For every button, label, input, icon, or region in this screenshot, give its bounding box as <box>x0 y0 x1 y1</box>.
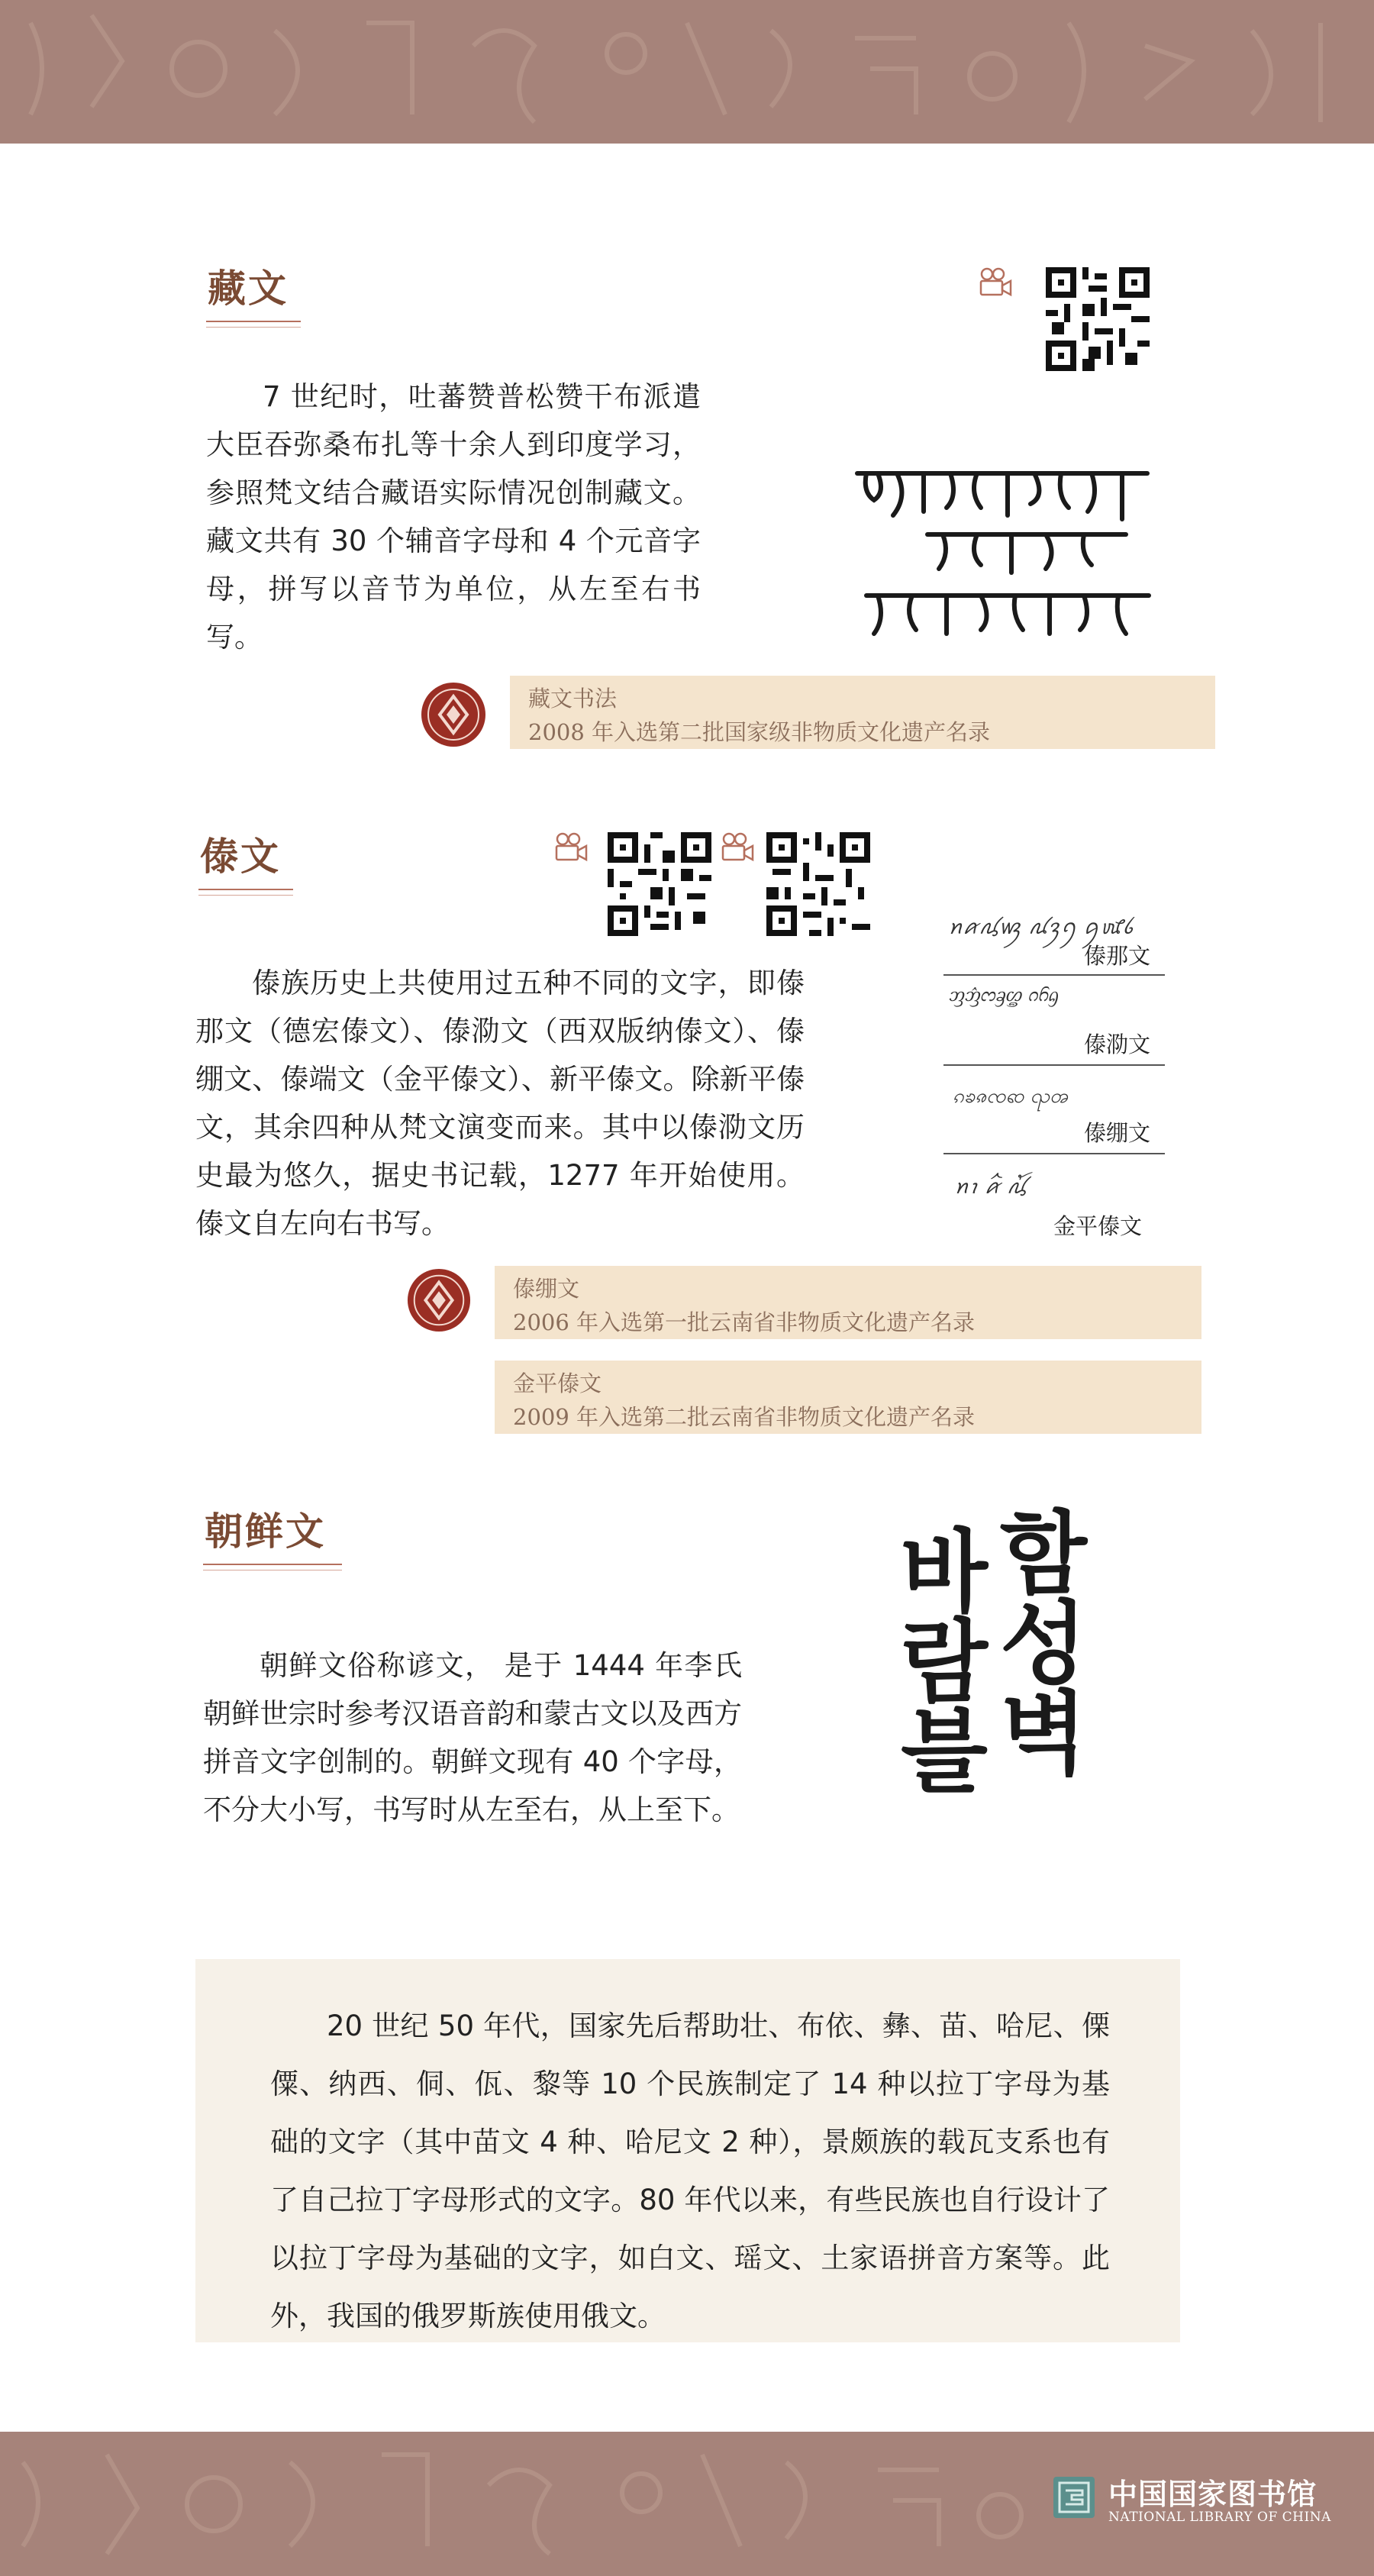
dai-title-underline <box>198 889 293 890</box>
korean-calligraphy-right-column: 함성벽 <box>1000 1500 1087 1787</box>
summary-text: 20 世纪 50 年代，国家先后帮助壮、布依、彝、苗、哈尼、傈僳、纳西、侗、佤、黎等 10 个民族制定了 14 种以拉丁字母为基础的文字（其中苗文 4 种、哈尼文 2 种），景颇族的载瓦支系也有了自己拉丁字母形式的文字。80 年代以来，有些民族也自行设计了以拉丁字母为基础的文字，如白文、瑶文、土家语拼音方案等。此外，我国的俄罗斯族使用俄文。 <box>270 2009 1110 2332</box>
dai-peng-sample: ၵၶၷၸၹ ၺၻ <box>953 1085 1068 1108</box>
dai-script-label: 傣那文 <box>1084 943 1151 969</box>
tibetan-calligraphy-image <box>851 458 1156 641</box>
library-name-cn: 中国国家图书馆 <box>1108 2477 1318 2511</box>
heritage-badge-icon <box>420 681 487 748</box>
dai-peng-heritage-notice <box>495 1266 1201 1339</box>
tibetan-title-underline-2 <box>206 327 301 328</box>
notice-title: 傣绷文 <box>513 1276 580 1302</box>
notice-desc: 2009 年入选第二批云南省非物质文化遗产名录 <box>513 1404 976 1430</box>
dai-lue-sample: ᦀᦁᦂᦃᦄ ᦅᦆᦇ <box>948 983 1058 1006</box>
qr-code-icon[interactable] <box>608 832 711 936</box>
dai-title-underline-2 <box>198 895 293 896</box>
notice-title: 金平傣文 <box>513 1370 602 1396</box>
tibetan-title-underline <box>206 321 301 322</box>
tibetan-body-text: 7 世纪时，吐蕃赞普松赞干布派遣大臣吞弥桑布扎等十余人到印度学习，参照梵文结合藏语实际情况创制藏文。藏文共有 30 个辅音字母和 4 个元音字母，拼写以音节为单位，从左至右书写。 <box>206 380 701 654</box>
dai-script-label: 傣绷文 <box>1084 1120 1151 1146</box>
dai-jinping-sample: ꪀꪱ ꪁꪲ ꪂꪳ <box>954 1176 1027 1199</box>
notice-desc: 2006 年入选第一批云南省非物质文化遗产名录 <box>513 1309 976 1335</box>
qr-code-icon[interactable] <box>1046 267 1150 371</box>
korean-body-text: 朝鲜文俗称谚文， 是于 1444 年李氏朝鲜世宗时参考汉语音韵和蒙古文以及西方拼音文字创制的。朝鲜文现有 40 个字母，不分大小写，书写时从左至右，从上至下。 <box>203 1649 742 1826</box>
korean-calligraphy-left-column: 바람블 <box>901 1519 988 1805</box>
dai-divider <box>943 1153 1165 1154</box>
notice-desc: 2008 年入选第二批国家级非物质文化遗产名录 <box>528 719 991 745</box>
heritage-badge-icon <box>406 1267 472 1333</box>
dai-script-label: 傣泐文 <box>1084 1031 1151 1057</box>
dai-na-sample: ꪀꪁꪂꪃ ꪄꪅꪆ ꪇꪈꪉ <box>948 916 1134 939</box>
dai-script-label: 金平傣文 <box>1053 1213 1143 1239</box>
summary-box <box>195 1959 1180 2342</box>
video-camera-icon[interactable] <box>721 832 756 864</box>
dai-divider <box>943 974 1165 976</box>
dai-divider <box>943 1064 1165 1066</box>
library-logo-icon <box>1052 2475 1096 2520</box>
dai-section-title: 傣文 <box>200 834 281 879</box>
top-decorative-band <box>0 0 1374 144</box>
video-camera-icon[interactable] <box>979 267 1014 299</box>
korean-section-title: 朝鲜文 <box>205 1509 326 1554</box>
tibetan-heritage-notice <box>510 676 1215 749</box>
korean-title-underline <box>203 1564 342 1565</box>
video-camera-icon[interactable] <box>554 832 589 864</box>
library-name-en: NATIONAL LIBRARY OF CHINA <box>1108 2510 1331 2525</box>
notice-title: 藏文书法 <box>528 686 618 712</box>
dai-jinping-heritage-notice <box>495 1361 1201 1434</box>
dai-body-text: 傣族历史上共使用过五种不同的文字，即傣那文（德宏傣文）、傣泐文（西双版纳傣文）、傣绷文、傣端文（金平傣文）、新平傣文。除新平傣文，其余四种从梵文演变而来。其中以傣泐文历史最为悠久，据史书记载，1277 年开始使用。傣文自左向右书写。 <box>195 967 805 1240</box>
glyph-pattern-decoration <box>0 0 1374 144</box>
qr-code-icon[interactable] <box>766 832 870 936</box>
tibetan-section-title: 藏文 <box>208 266 289 311</box>
